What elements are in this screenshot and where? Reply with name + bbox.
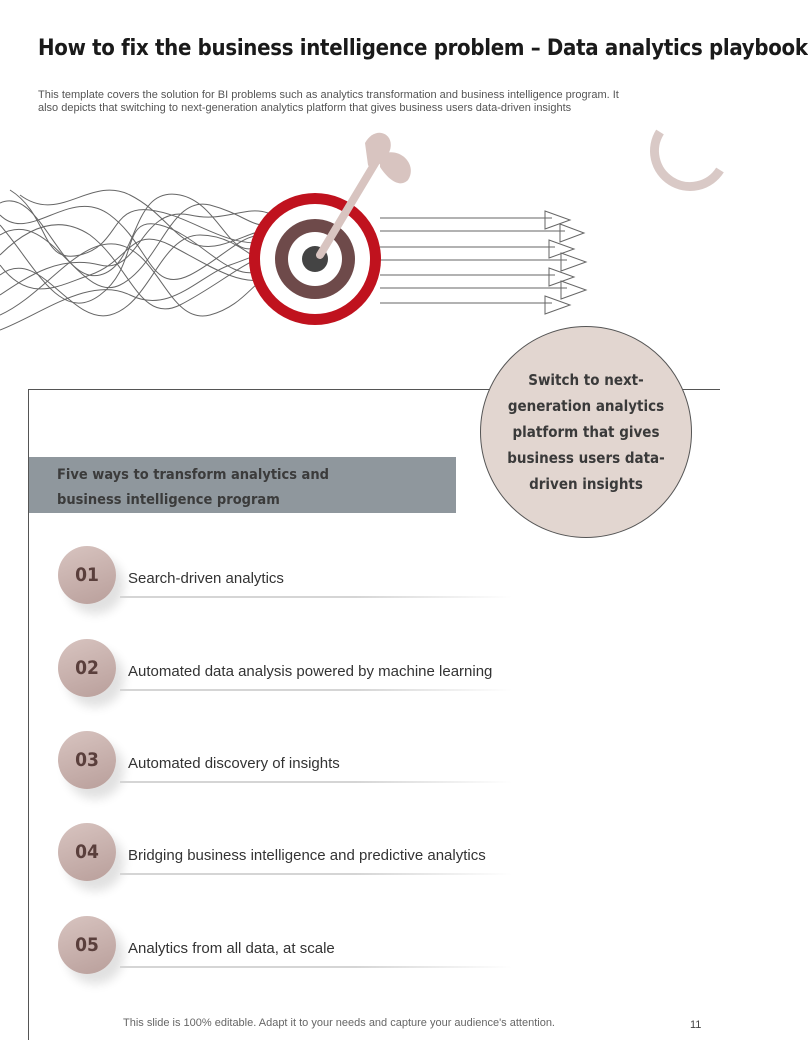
item-label: Analytics from all data, at scale <box>128 940 335 957</box>
banner-text: Five ways to transform analytics and business intelligence program <box>57 467 329 508</box>
item-number-badge: 03 <box>58 731 116 789</box>
item-label: Automated data analysis powered by machine learning <box>128 663 493 680</box>
footer-note: This slide is 100% editable. Adapt it to your needs and capture your audience's attention. <box>123 1017 555 1029</box>
page-subtitle: This template covers the solution for BI problems such as analytics transformation and business intelligence program. It also depicts that switching to next-generation analytics platform that gives business users data-driven insights <box>38 89 619 114</box>
page-number: 11 <box>690 1019 702 1031</box>
target-icon <box>249 193 381 325</box>
list-item <box>58 546 518 606</box>
item-divider <box>120 781 512 783</box>
item-label: Automated discovery of insights <box>128 755 340 772</box>
list-item <box>58 731 518 791</box>
item-divider <box>120 689 512 691</box>
target-illustration <box>0 125 600 345</box>
list-item <box>58 916 518 976</box>
section-banner <box>29 457 456 513</box>
item-number-badge: 05 <box>58 916 116 974</box>
item-label: Bridging business intelligence and predictive analytics <box>128 847 486 864</box>
list-item <box>58 639 518 699</box>
item-number-badge: 04 <box>58 823 116 881</box>
item-divider <box>120 966 512 968</box>
decorative-arc <box>650 120 720 190</box>
highlight-circle <box>480 326 692 538</box>
item-number-badge: 01 <box>58 546 116 604</box>
circle-text: Switch to next-generation analytics platform that gives business users data-driven insights <box>507 371 665 493</box>
item-number-badge: 02 <box>58 639 116 697</box>
item-label: Search-driven analytics <box>128 570 284 587</box>
list-item <box>58 823 518 883</box>
item-divider <box>120 596 512 598</box>
item-divider <box>120 873 512 875</box>
page-title: How to fix the business intelligence problem – Data analytics playbook <box>38 36 808 61</box>
